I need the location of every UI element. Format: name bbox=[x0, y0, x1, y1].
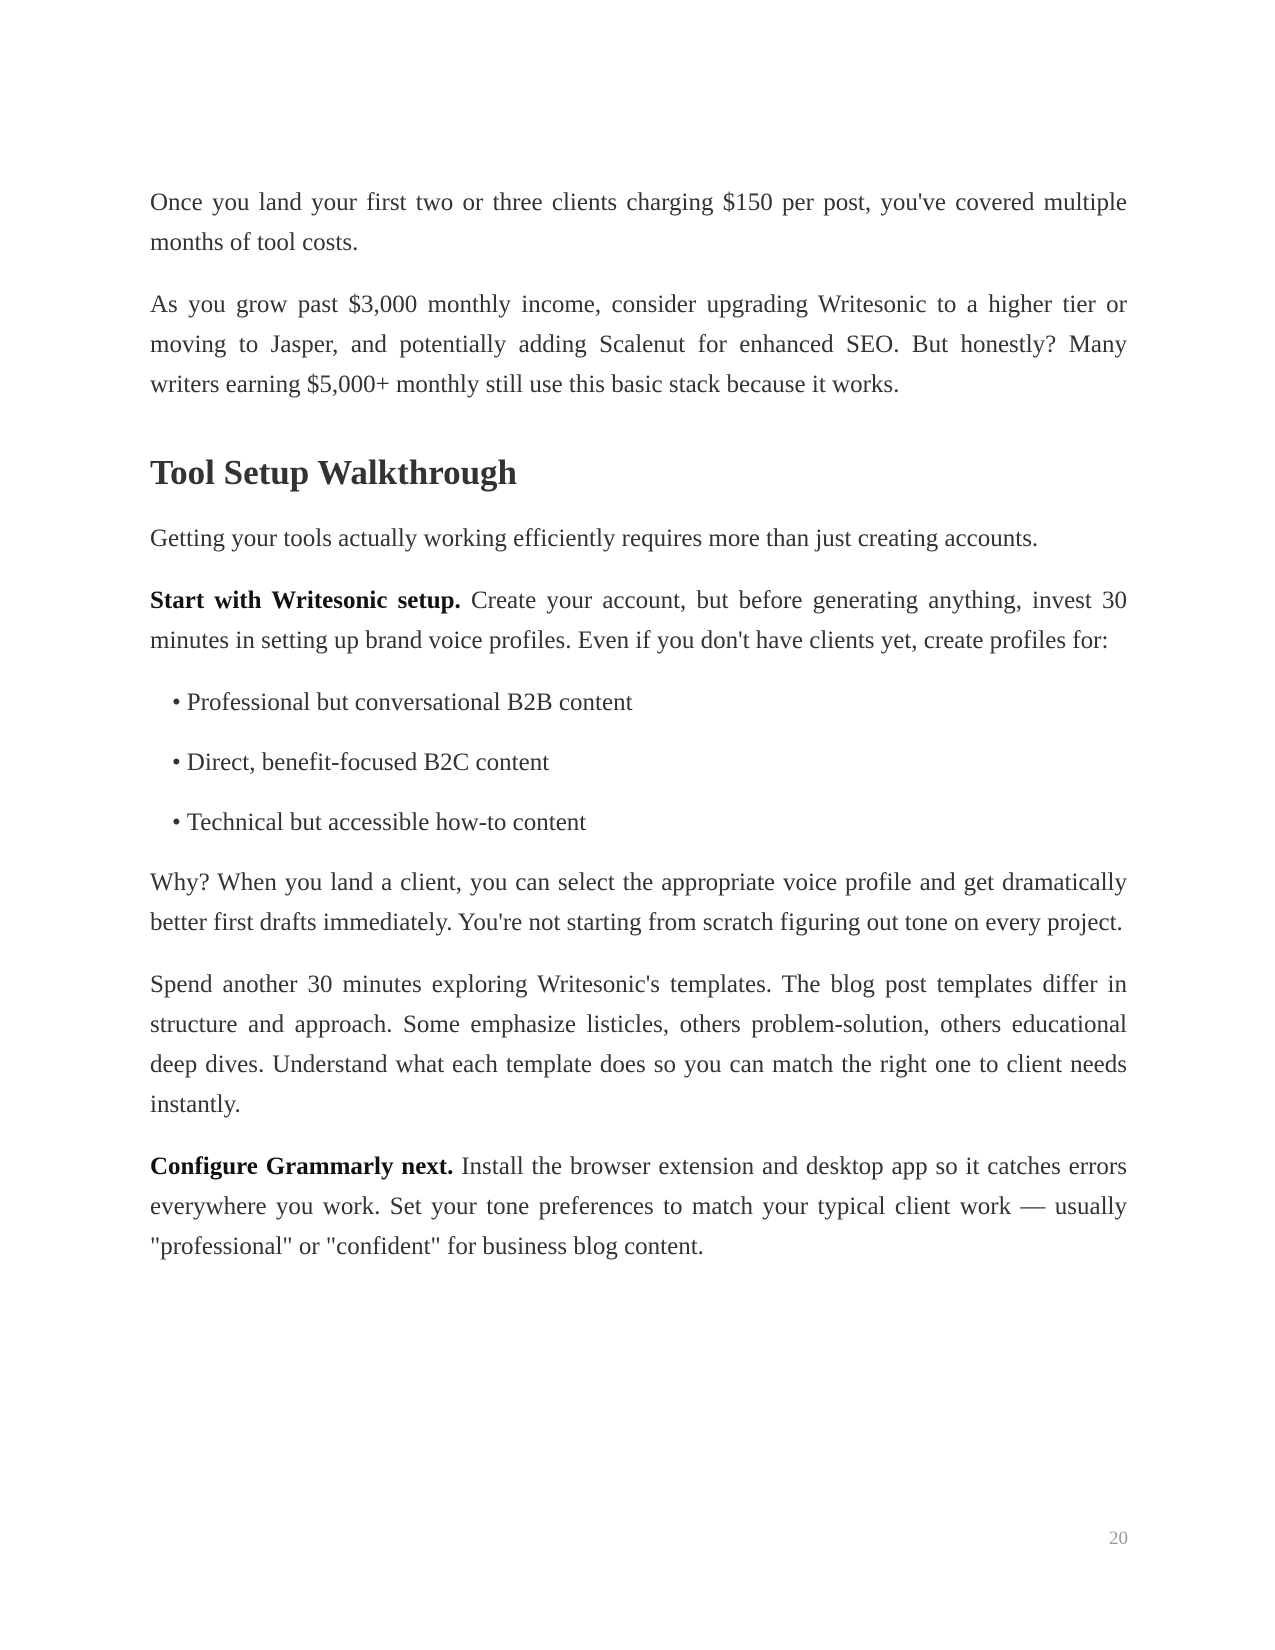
section-heading: Tool Setup Walkthrough bbox=[150, 453, 518, 492]
bullet-icon: • bbox=[172, 689, 181, 716]
paragraph-intro: Getting your tools actually working efficiently requires more than just creating accounts. bbox=[150, 525, 1039, 552]
grammarly-lead: Configure Grammarly next. bbox=[150, 1153, 454, 1180]
paragraph-grammarly bbox=[150, 1147, 1127, 1267]
list-item bbox=[172, 683, 1127, 723]
bullet-icon: • bbox=[172, 749, 181, 776]
document-page bbox=[150, 183, 1127, 1289]
voice-profile-list bbox=[150, 683, 1127, 843]
bullet-icon: • bbox=[172, 809, 181, 836]
grammarly-text: Install the browser extension and desktop app so it catches errors everywhere you work. Set your tone preferences to match your typical client work — usually "professional" or "confident" for business blog content. bbox=[150, 1153, 1127, 1260]
writesonic-lead: Start with Writesonic setup. bbox=[150, 587, 461, 614]
list-item-text: Professional but conversational B2B content bbox=[186, 689, 633, 716]
paragraph-why: Why? When you land a client, you can select the appropriate voice profile and get dramatically better first drafts immediately. You're not starting from scratch figuring out tone on every project. bbox=[150, 869, 1127, 936]
paragraph-client-costs: Once you land your first two or three clients charging $150 per post, you've covered multiple months of tool costs. bbox=[150, 189, 1127, 256]
list-item bbox=[172, 803, 1127, 843]
paragraph-growth: As you grow past $3,000 monthly income, consider upgrading Writesonic to a higher tier or moving to Jasper, and potentially adding Scalenut for enhanced SEO. But honestly? Many writers earning $5,000+ monthly still use this basic stack because it works. bbox=[150, 291, 1127, 398]
list-item bbox=[172, 743, 1127, 783]
paragraph-templates: Spend another 30 minutes exploring Writesonic's templates. The blog post templates differ in structure and approach. Some emphasize listicles, others problem-solution, others educational deep dives. Understand what each template does so you can match the right one to client needs instantly. bbox=[150, 971, 1127, 1118]
list-item-text: Direct, benefit-focused B2C content bbox=[186, 749, 550, 776]
list-item-text: Technical but accessible how-to content bbox=[186, 809, 587, 836]
writesonic-text: Create your account, but before generating anything, invest 30 minutes in setting up brand voice profiles. Even if you don't have clients yet, create profiles for: bbox=[150, 587, 1127, 654]
paragraph-writesonic-setup bbox=[150, 581, 1127, 661]
page-number: 20 bbox=[1109, 1528, 1128, 1549]
